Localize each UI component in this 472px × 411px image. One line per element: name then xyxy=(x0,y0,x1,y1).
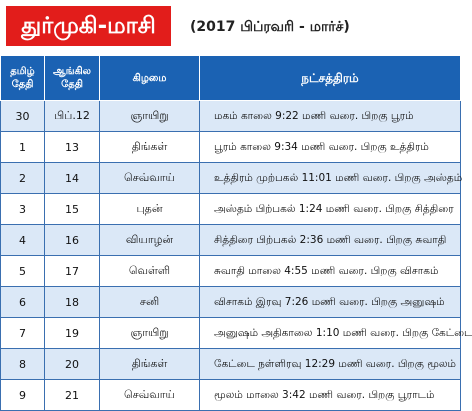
table-row xyxy=(1,101,461,132)
column-header-day xyxy=(100,56,200,101)
day-cell: செவ்வாய் xyxy=(100,163,200,194)
english-date-cell: 19 xyxy=(45,318,100,349)
header-bar xyxy=(0,0,400,52)
table-row xyxy=(1,380,461,411)
table-row xyxy=(1,132,461,163)
header-line: தேதி xyxy=(61,79,83,90)
header-line: தமிழ் xyxy=(10,66,35,77)
tamil-date-cell: 2 xyxy=(1,163,45,194)
tamil-date-cell: 30 xyxy=(1,101,45,132)
day-cell: புதன் xyxy=(100,194,200,225)
english-date-cell: 13 xyxy=(45,132,100,163)
star-cell: மூலம் மாலை 3:42 மணி வரை. பிறகு பூராடம் xyxy=(200,380,461,411)
tamil-date-cell: 8 xyxy=(1,349,45,380)
header-line: கிழமை xyxy=(132,72,167,84)
english-date-cell: 21 xyxy=(45,380,100,411)
table-row xyxy=(1,349,461,380)
table-row xyxy=(1,287,461,318)
star-cell: சித்திரை பிற்பகல் 2:36 மணி வரை. பிறகு சுவாதி xyxy=(200,225,461,256)
header-line: ஆங்கில xyxy=(53,66,91,77)
english-date-cell: 14 xyxy=(45,163,100,194)
star-cell: அஸ்தம் பிற்பகல் 1:24 மணி வரை. பிறகு சித்திரை xyxy=(200,194,461,225)
english-date-cell: 17 xyxy=(45,256,100,287)
day-cell: திங்கள் xyxy=(100,349,200,380)
column-header-star xyxy=(200,56,461,101)
star-cell: சுவாதி மாலை 4:55 மணி வரை. பிறகு விசாகம் xyxy=(200,256,461,287)
star-cell: உத்திரம் முற்பகல் 11:01 மணி வரை. பிறகு அஸ்தம் xyxy=(200,163,461,194)
day-cell: வெள்ளி xyxy=(100,256,200,287)
english-date-cell: பிப்.12 xyxy=(45,101,100,132)
table-header-row xyxy=(1,56,461,101)
calendar-table-container xyxy=(0,55,472,402)
date-range-subtitle: (2017 பிப்ரவரி - மார்ச்) xyxy=(190,19,350,35)
table-row xyxy=(1,318,461,349)
tamil-date-cell: 1 xyxy=(1,132,45,163)
table-row xyxy=(1,194,461,225)
tamil-date-cell: 3 xyxy=(1,194,45,225)
star-cell: அனுஷம் அதிகாலை 1:10 மணி வரை. பிறகு கேட்டை xyxy=(200,318,461,349)
day-cell: வியாழன் xyxy=(100,225,200,256)
day-cell: செவ்வாய் xyxy=(100,380,200,411)
english-date-cell: 15 xyxy=(45,194,100,225)
header-line: தேதி xyxy=(11,79,34,90)
english-date-cell: 16 xyxy=(45,225,100,256)
tamil-date-cell: 5 xyxy=(1,256,45,287)
english-date-cell: 20 xyxy=(45,349,100,380)
tamil-date-cell: 6 xyxy=(1,287,45,318)
day-cell: ஞாயிறு xyxy=(100,318,200,349)
english-date-cell: 18 xyxy=(45,287,100,318)
calendar-table xyxy=(0,55,472,411)
tamil-date-cell: 4 xyxy=(1,225,45,256)
table-row xyxy=(1,163,461,194)
tamil-date-cell: 7 xyxy=(1,318,45,349)
star-cell: கேட்டை நள்ளிரவு 12:29 மணி வரை. பிறகு மூலம் xyxy=(200,349,461,380)
header-line: நட்சத்திரம் xyxy=(301,70,359,85)
table-row xyxy=(1,225,461,256)
star-cell: விசாகம் இரவு 7:26 மணி வரை. பிறகு அனுஷம் xyxy=(200,287,461,318)
star-cell: பூரம் காலை 9:34 மணி வரை. பிறகு உத்திரம் xyxy=(200,132,461,163)
star-cell: மகம் காலை 9:22 மணி வரை. பிறகு பூரம் xyxy=(200,101,461,132)
page-title: துர்முகி-மாசி xyxy=(6,6,171,46)
tamil-date-cell: 9 xyxy=(1,380,45,411)
column-header-tamil-date xyxy=(1,56,45,101)
day-cell: ஞாயிறு xyxy=(100,101,200,132)
day-cell: திங்கள் xyxy=(100,132,200,163)
table-row xyxy=(1,256,461,287)
day-cell: சனி xyxy=(100,287,200,318)
column-header-english-date xyxy=(45,56,100,101)
